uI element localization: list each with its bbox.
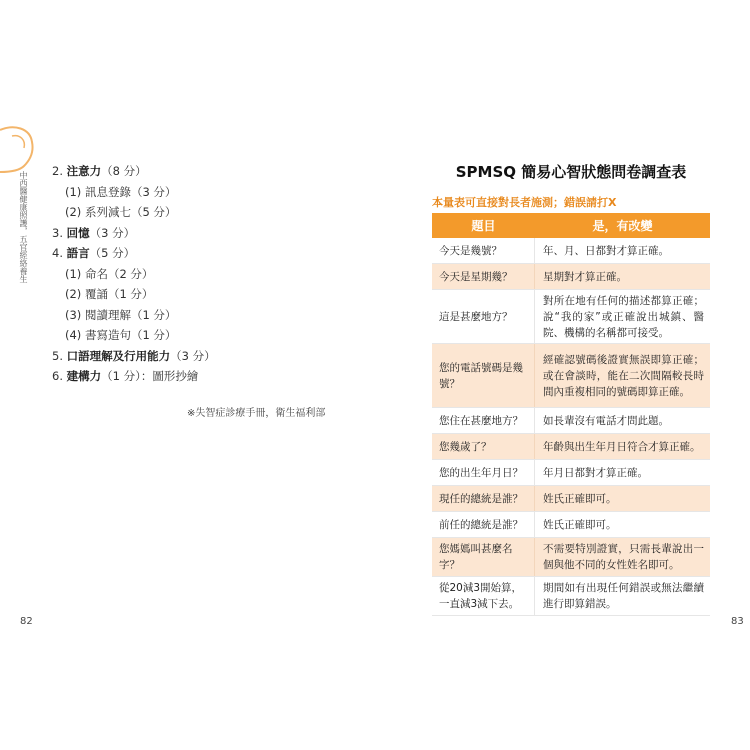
item-score: （2 分） xyxy=(107,266,154,281)
criteria-cell: 年月日都對才算正確。 xyxy=(543,466,648,479)
list-item xyxy=(52,161,216,182)
item-number: (1) xyxy=(65,266,82,281)
table-row xyxy=(432,486,710,512)
page-title: SPMSQ 簡易心智狀態問卷調查表 xyxy=(455,163,687,181)
source-note: ※失智症診療手冊，衛生福利部 xyxy=(187,408,326,419)
score-items-list xyxy=(52,161,216,387)
item-score: （3 分） xyxy=(89,225,136,240)
table-row xyxy=(432,344,710,408)
table-row xyxy=(432,577,710,616)
criteria-cell: 星期對才算正確。 xyxy=(543,270,627,283)
question-cell: 您的電話號碼是幾號？ xyxy=(432,344,535,407)
table-row xyxy=(432,290,710,344)
list-item xyxy=(52,305,216,326)
criteria-cell: 期間如有出現任何錯誤或無法繼續進行即算錯誤。 xyxy=(543,582,704,610)
criteria-cell: 年、月、日都對才算正確。 xyxy=(543,244,669,257)
spmsq-table xyxy=(432,213,710,616)
table-row xyxy=(432,460,710,486)
item-score: （8 分） xyxy=(101,164,147,178)
item-score: （3 分） xyxy=(130,184,177,199)
page-number-right: 83 xyxy=(731,616,744,627)
question-cell: 這是甚麼地方？ xyxy=(432,290,535,343)
header-answer: 是，有改變 xyxy=(592,219,653,233)
question-cell: 前任的總統是誰？ xyxy=(432,512,535,537)
item-label: 書寫造句 xyxy=(84,328,131,342)
list-item xyxy=(52,284,216,305)
item-number: (3) xyxy=(65,307,82,322)
item-score: （5 分） xyxy=(130,205,177,219)
table-header xyxy=(432,213,710,238)
question-cell: 現任的總統是誰？ xyxy=(432,486,535,511)
side-running-title: 中西醫健康照護，五官經絡養生 xyxy=(19,171,28,283)
item-number: 2. xyxy=(52,164,63,178)
table-body xyxy=(432,238,710,616)
item-number: 4. xyxy=(52,246,63,260)
criteria-cell: 經確認號碼後證實無誤即算正確；或在會談時，能在二次間隔較長時間內重複相同的號碼即算正確。 xyxy=(543,353,704,398)
criteria-cell: 姓氏正確即可。 xyxy=(543,518,617,531)
table-row xyxy=(432,512,710,538)
item-score: （1 分） xyxy=(107,287,154,301)
list-item xyxy=(52,243,216,264)
list-item xyxy=(52,182,216,203)
item-label: 閱讀理解 xyxy=(84,307,131,322)
item-number: (2) xyxy=(65,205,82,219)
list-item xyxy=(52,366,216,387)
item-number: 5. xyxy=(52,348,63,363)
criteria-cell: 不需要特別證實，只需長輩說出一個與他不同的女性姓名即可。 xyxy=(543,543,704,571)
header-question: 題目 xyxy=(471,219,496,233)
table-row xyxy=(432,434,710,460)
item-number: (4) xyxy=(65,328,82,342)
table-row xyxy=(432,264,710,290)
criteria-cell: 姓氏正確即可。 xyxy=(543,492,617,505)
item-score: （5 分） xyxy=(89,246,136,260)
item-label: 命名 xyxy=(84,266,108,281)
list-item xyxy=(52,325,216,346)
item-label: 訊息登錄 xyxy=(84,184,131,199)
item-number: (1) xyxy=(65,184,82,199)
question-cell: 從20減3開始算，一直減3減下去。 xyxy=(432,577,535,615)
page-number-left: 82 xyxy=(20,616,33,627)
table-row xyxy=(432,538,710,577)
question-cell: 您的出生年月日？ xyxy=(432,460,535,485)
list-item xyxy=(52,223,216,244)
criteria-cell: 對所在地有任何的描述都算正確；說“我的家”或正確說出城鎮、醫院、機構的名稱都可接受。 xyxy=(543,294,704,339)
list-item xyxy=(52,202,216,223)
item-label: 口語理解及行用能力 xyxy=(66,348,171,363)
item-score: （1 分） xyxy=(130,307,177,322)
table-row xyxy=(432,238,710,264)
item-number: 3. xyxy=(52,225,63,240)
item-label: 注意力 xyxy=(66,164,102,178)
question-cell: 今天是星期幾？ xyxy=(432,264,535,289)
item-score: （1 分） xyxy=(130,328,177,342)
item-label: 建構力 xyxy=(66,369,102,383)
question-cell: 您媽媽叫甚麼名字？ xyxy=(432,538,535,576)
item-label: 系列減七 xyxy=(84,205,131,219)
criteria-cell: 年齡與出生年月日符合才算正確。 xyxy=(543,440,701,453)
item-label: 語言 xyxy=(66,246,90,260)
list-item xyxy=(52,346,216,367)
criteria-cell: 如長輩沒有電話才問此題。 xyxy=(543,414,669,427)
item-score: （3 分） xyxy=(170,348,216,363)
item-label: 回憶 xyxy=(66,225,90,240)
question-cell: 您住在甚麼地方？ xyxy=(432,408,535,433)
list-item xyxy=(52,264,216,285)
item-number: 6. xyxy=(52,369,63,383)
question-cell: 您幾歲了？ xyxy=(432,434,535,459)
item-score: （1 分）：圖形抄繪 xyxy=(101,369,199,383)
table-row xyxy=(432,408,710,434)
question-cell: 今天是幾號？ xyxy=(432,238,535,263)
item-number: (2) xyxy=(65,287,82,301)
page-subtitle: 本量表可直接對長者施測；錯誤請打X xyxy=(432,196,617,209)
item-label: 覆誦 xyxy=(84,287,108,301)
